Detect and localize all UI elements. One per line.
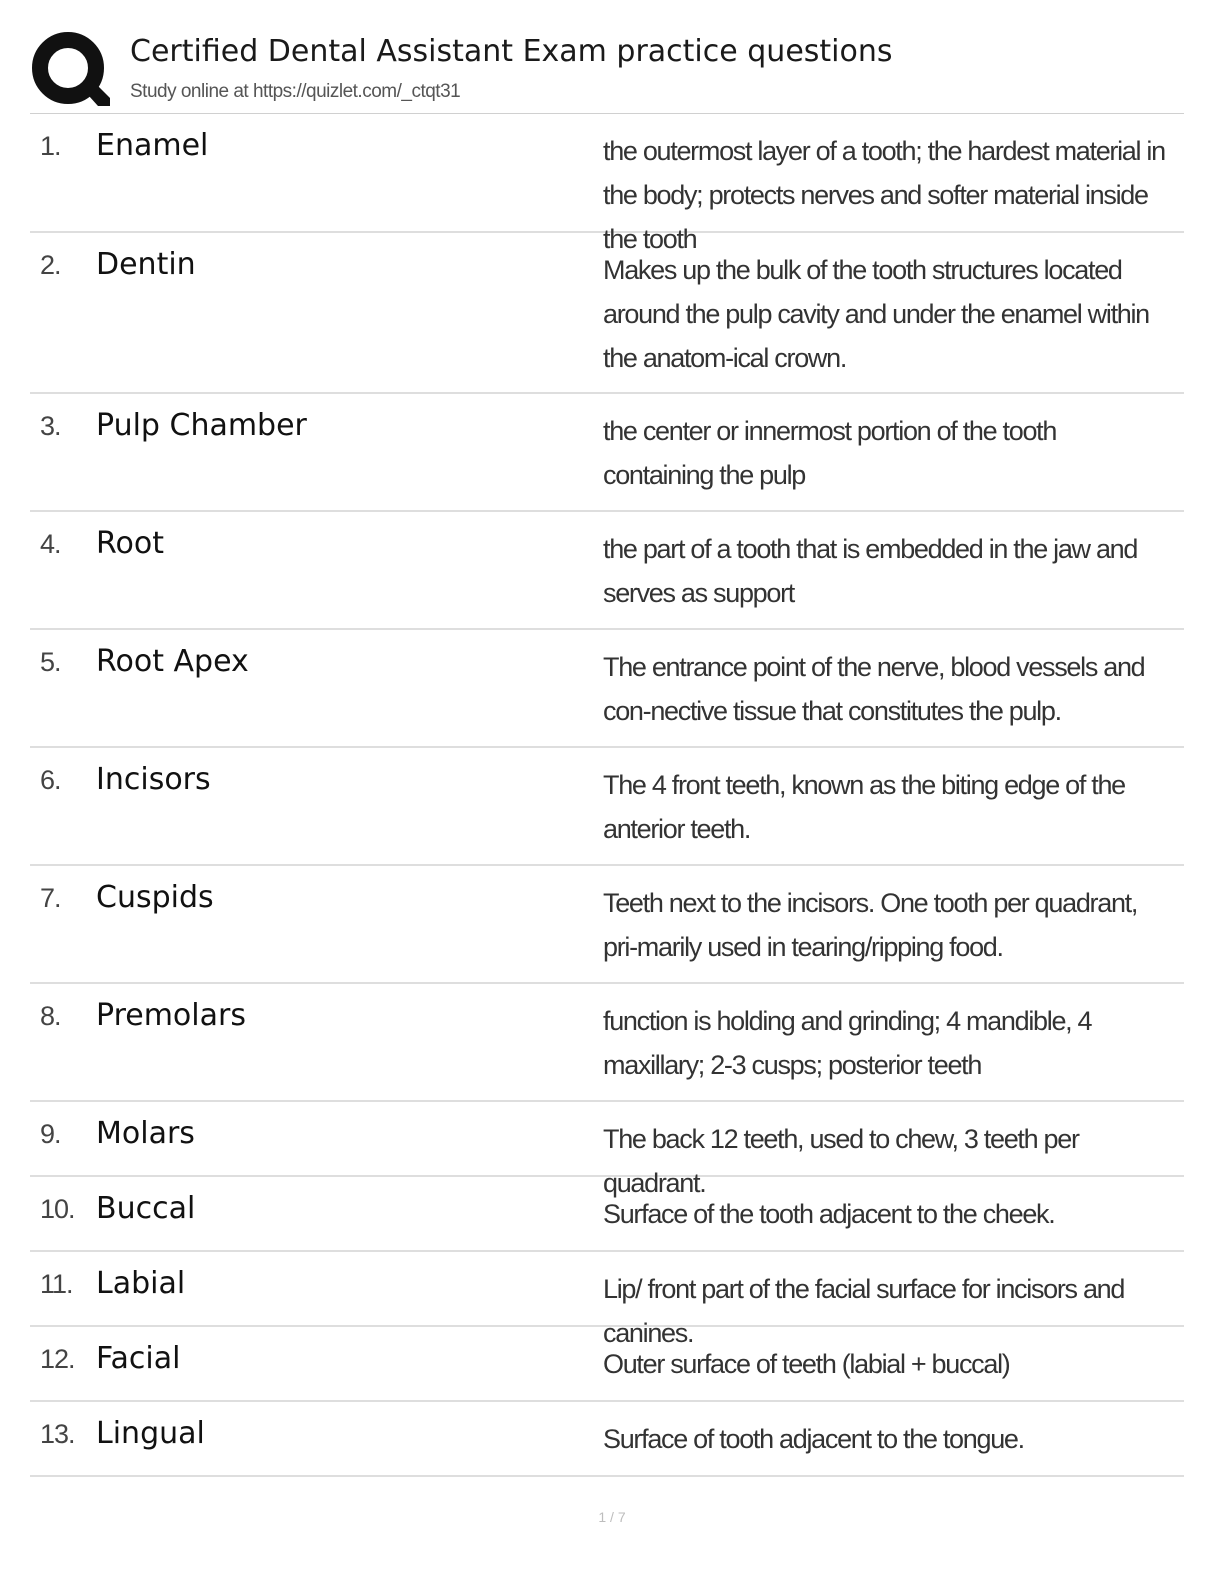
card-definition: The back 12 teeth, used to chew, 3 teeth per quadrant. bbox=[603, 1124, 1079, 1198]
card-definition: the outermost layer of a tooth; the hardest material in the body; protects nerves and softer material inside the tooth bbox=[603, 136, 1165, 254]
card-definition: Makes up the bulk of the tooth structures located around the pulp cavity and under the enamel within the anatom-ical crown. bbox=[603, 255, 1149, 373]
study-online-link-text: Study online at https://quizlet.com/_ctqt31 bbox=[130, 81, 461, 102]
card-definition: the part of a tooth that is embedded in the jaw and serves as support bbox=[603, 534, 1138, 608]
quizlet-q-logo-icon bbox=[30, 30, 110, 110]
flashcard-row bbox=[30, 866, 1184, 984]
card-number: 9. bbox=[40, 1119, 61, 1149]
card-term: Labial bbox=[96, 1266, 186, 1301]
flashcard-row bbox=[30, 1177, 1184, 1252]
card-number: 10. bbox=[40, 1194, 75, 1224]
card-definition: The 4 front teeth, known as the biting edge of the anterior teeth. bbox=[603, 770, 1125, 844]
card-term: Buccal bbox=[96, 1191, 196, 1226]
card-term: Cuspids bbox=[96, 880, 214, 915]
card-number: 1. bbox=[40, 131, 61, 161]
document-header bbox=[30, 28, 1185, 114]
card-number: 13. bbox=[40, 1419, 75, 1449]
card-term: Root Apex bbox=[96, 644, 249, 679]
flashcard-row bbox=[30, 394, 1184, 512]
card-term: Lingual bbox=[96, 1416, 205, 1451]
card-number: 11. bbox=[40, 1269, 73, 1299]
flashcard-row bbox=[30, 630, 1184, 748]
card-definition: function is holding and grinding; 4 mandible, 4 maxillary; 2-3 cusps; posterior teeth bbox=[603, 1006, 1092, 1080]
card-term: Incisors bbox=[96, 762, 211, 797]
card-term: Pulp Chamber bbox=[96, 408, 307, 443]
card-number: 4. bbox=[40, 529, 61, 559]
card-number: 7. bbox=[40, 883, 61, 913]
flashcard-list bbox=[30, 114, 1184, 1477]
card-term: Molars bbox=[96, 1116, 195, 1151]
card-number: 8. bbox=[40, 1001, 61, 1031]
card-number: 12. bbox=[40, 1344, 75, 1374]
flashcard-row bbox=[30, 748, 1184, 866]
page-number: 1 / 7 bbox=[598, 1509, 626, 1525]
flashcard-row bbox=[30, 1102, 1184, 1198]
flashcard-row bbox=[30, 1252, 1184, 1348]
card-definition: Teeth next to the incisors. One tooth per quadrant, pri-marily used in tearing/ripping food. bbox=[603, 888, 1138, 962]
card-term: Dentin bbox=[96, 247, 196, 282]
card-number: 6. bbox=[40, 765, 61, 795]
card-term: Root bbox=[96, 526, 164, 561]
card-number: 3. bbox=[40, 411, 61, 441]
card-number: 5. bbox=[40, 647, 61, 677]
card-term: Facial bbox=[96, 1341, 181, 1376]
card-definition: The entrance point of the nerve, blood vessels and con-nective tissue that constitutes the pulp. bbox=[603, 652, 1145, 726]
card-definition: the center or innermost portion of the tooth containing the pulp bbox=[603, 416, 1057, 490]
flashcard-row bbox=[30, 1327, 1184, 1402]
card-number: 2. bbox=[40, 250, 61, 280]
card-definition: Surface of tooth adjacent to the tongue. bbox=[603, 1424, 1024, 1454]
card-term: Enamel bbox=[96, 128, 209, 163]
flashcard-row bbox=[30, 233, 1184, 394]
flashcard-row bbox=[30, 512, 1184, 630]
card-term: Premolars bbox=[96, 998, 246, 1033]
card-definition: Lip/ front part of the facial surface for incisors and canines. bbox=[603, 1274, 1125, 1348]
card-definition: Outer surface of teeth (labial + buccal) bbox=[603, 1349, 1010, 1379]
page-title: Certified Dental Assistant Exam practice questions bbox=[130, 34, 893, 69]
flashcard-row bbox=[30, 114, 1184, 254]
card-definition: Surface of the tooth adjacent to the cheek. bbox=[603, 1199, 1055, 1229]
flashcard-row bbox=[30, 984, 1184, 1102]
flashcard-row bbox=[30, 1402, 1184, 1477]
